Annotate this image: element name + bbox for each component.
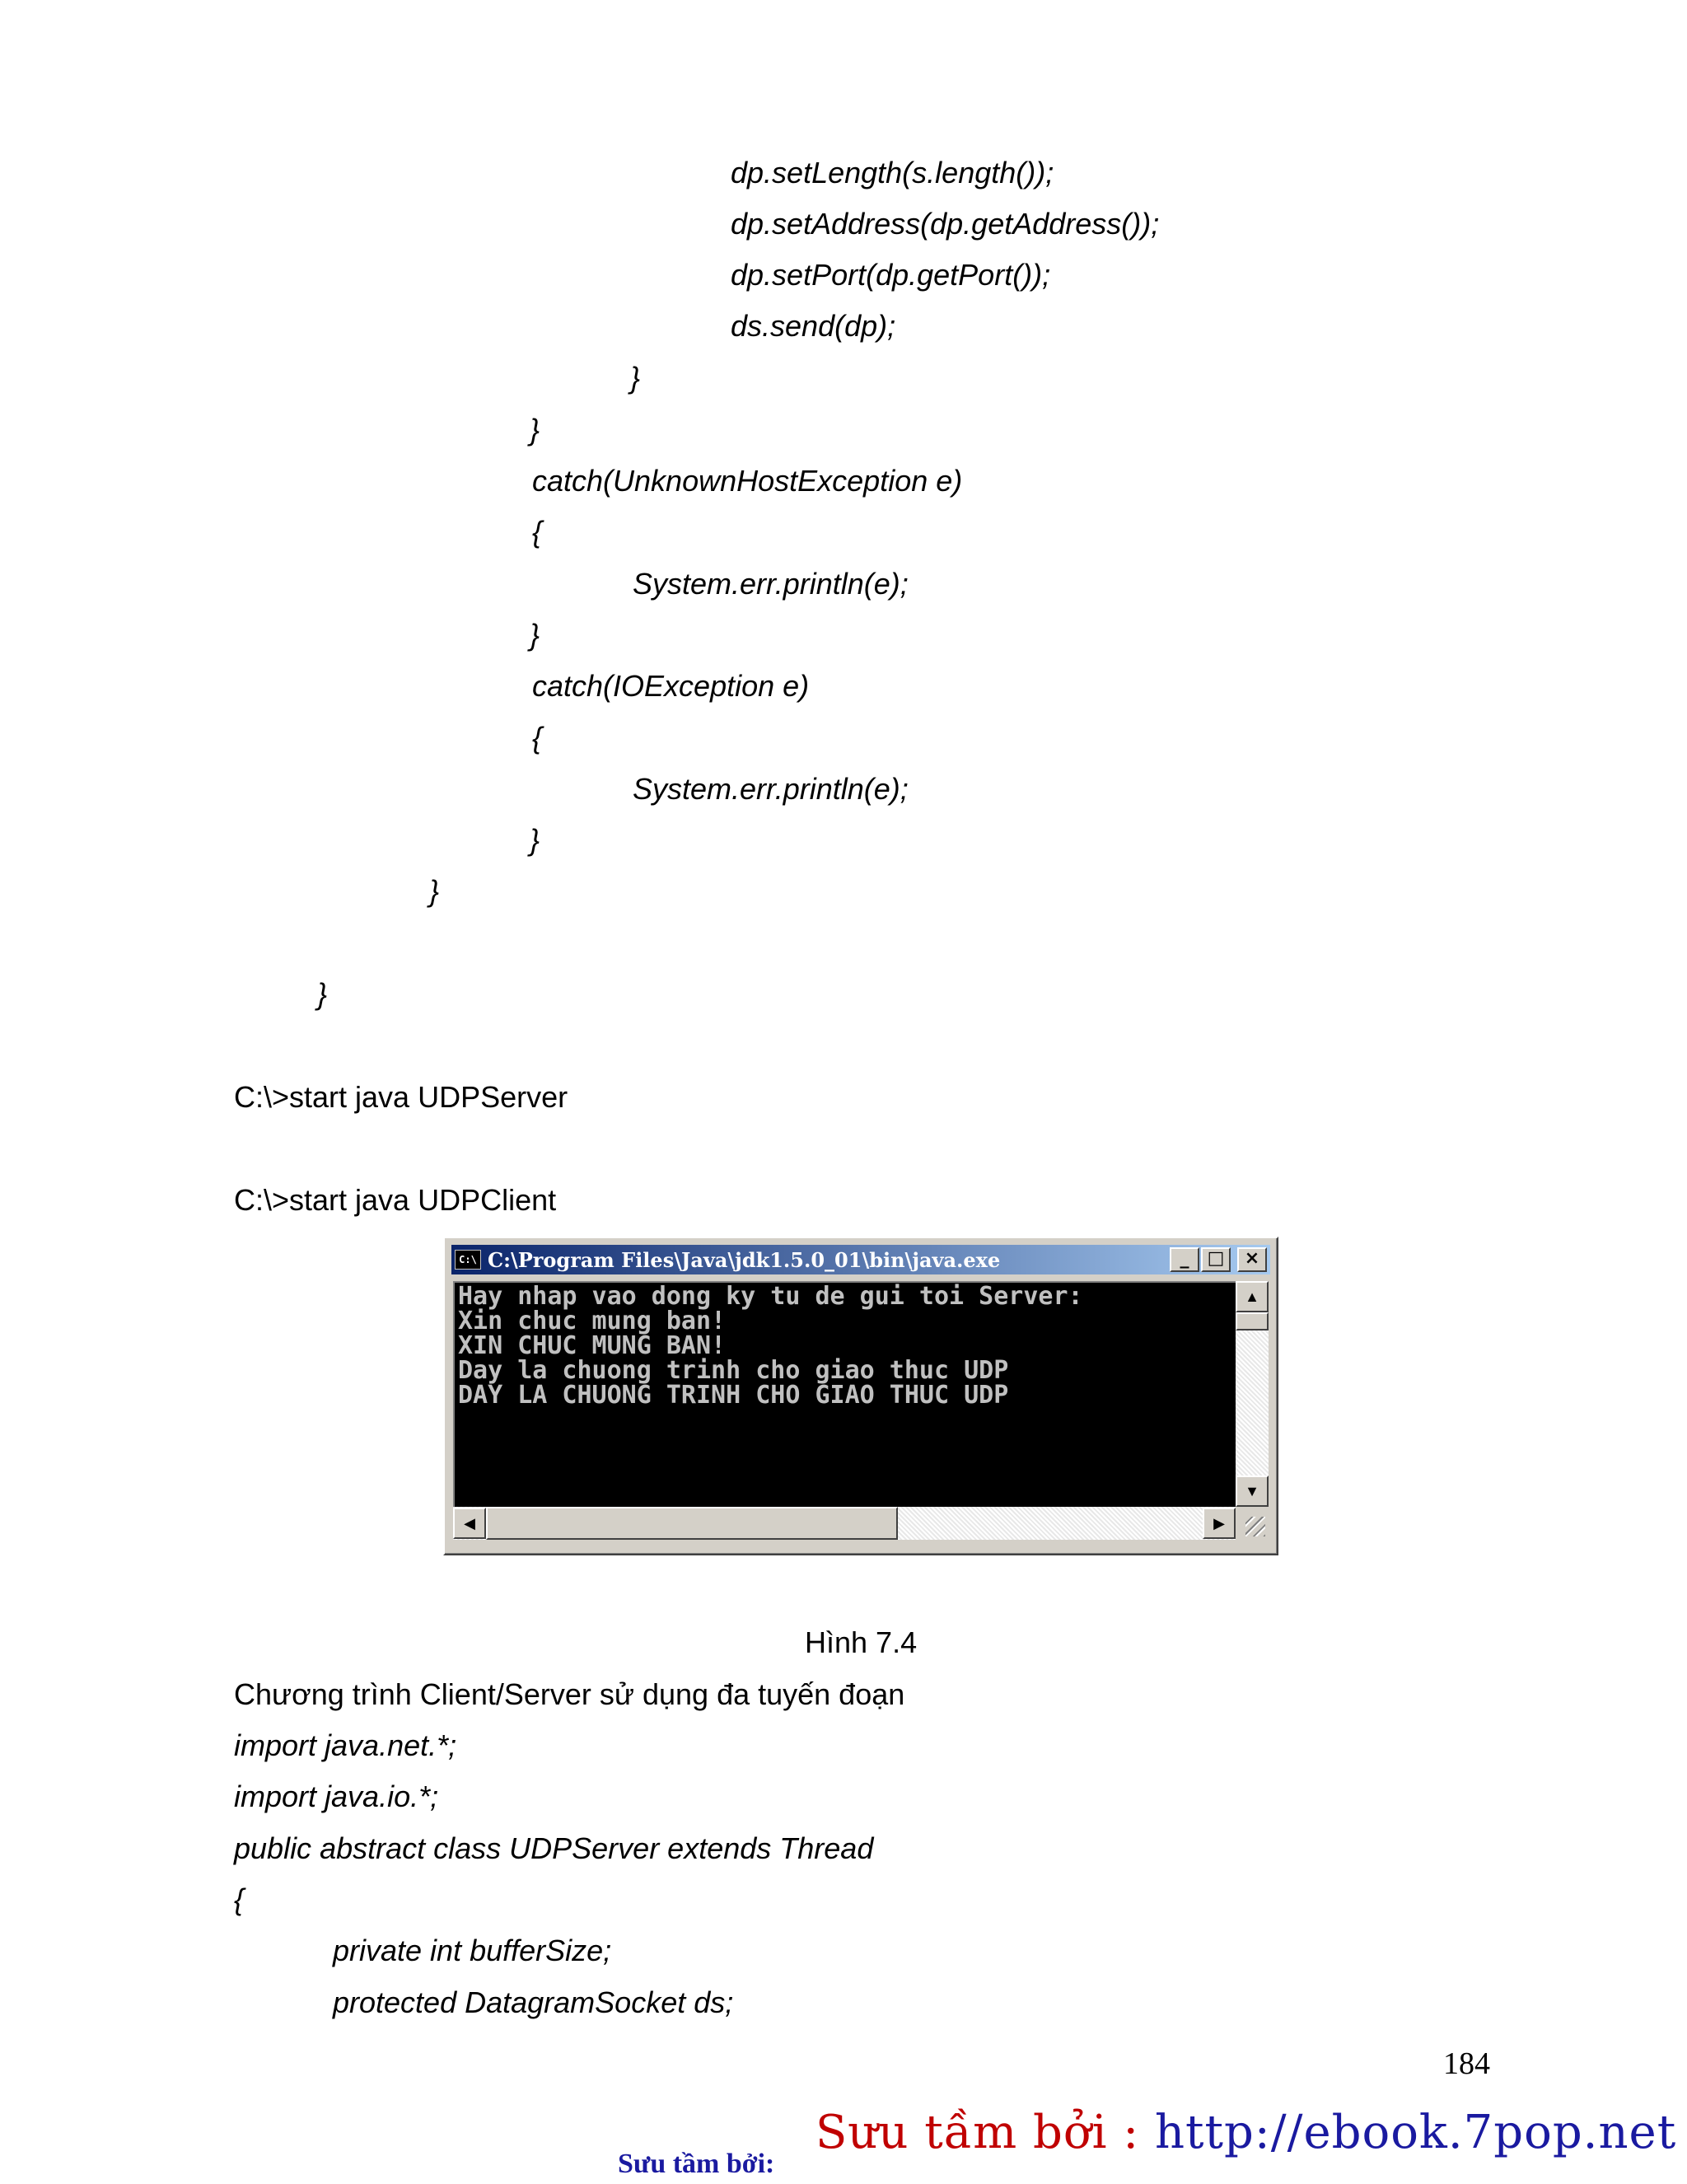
code-line: {: [234, 1882, 245, 1916]
figure-caption: Hình 7.4: [805, 1625, 918, 1659]
vertical-scroll-thumb[interactable]: [1236, 1312, 1269, 1331]
console-window: [443, 1237, 1278, 1555]
code-line: catch(IOException e): [532, 669, 810, 703]
console-output: [453, 1281, 1236, 1507]
code-line: ds.send(dp);: [731, 309, 896, 343]
code-line: protected DatagramSocket ds;: [333, 1985, 734, 2019]
code-line: dp.setAddress(dp.getAddress());: [731, 207, 1160, 241]
console-line: Hay nhap vao dong ky tu de gui toi Server:: [458, 1282, 1083, 1311]
code-line: {: [532, 721, 543, 755]
console-title: C:\Program Files\Java\jdk1.5.0_01\bin\java.exe: [488, 1247, 1001, 1272]
console-line: Day la chuong trinh cho giao thuc UDP: [458, 1356, 1009, 1385]
console-line: DAY LA CHUONG TRINH CHO GIAO THUC UDP: [458, 1381, 1009, 1410]
scroll-up-icon[interactable]: ▲: [1236, 1281, 1269, 1312]
horizontal-scroll-thumb[interactable]: [486, 1507, 898, 1540]
scroll-left-icon[interactable]: ◀: [453, 1508, 486, 1539]
code-line: public abstract class UDPServer extends Thread: [234, 1831, 874, 1865]
code-line: }: [530, 618, 540, 652]
console-line: Xin chuc mung ban!: [458, 1307, 727, 1335]
command-line: C:\>start java UDPClient: [234, 1183, 557, 1217]
code-line: private int bufferSize;: [333, 1934, 612, 1967]
minimize-icon[interactable]: _: [1170, 1247, 1199, 1272]
horizontal-scrollbar[interactable]: [453, 1507, 1236, 1540]
footer-credit-url[interactable]: http://ebook.7pop.net: [1154, 2106, 1677, 2159]
code-line: }: [530, 413, 540, 447]
resize-grip-icon[interactable]: [1236, 1507, 1269, 1540]
code-line: catch(UnknownHostException e): [532, 464, 963, 498]
console-app-icon: C:\: [455, 1250, 481, 1270]
code-line: import java.io.*;: [234, 1779, 439, 1813]
console-title-bar[interactable]: [451, 1245, 1270, 1274]
scroll-right-icon[interactable]: ▶: [1203, 1508, 1236, 1539]
code-line: }: [317, 977, 328, 1011]
code-line: }: [429, 874, 440, 908]
close-icon[interactable]: ×: [1237, 1247, 1267, 1272]
maximize-icon[interactable]: □: [1201, 1247, 1231, 1272]
vertical-scrollbar[interactable]: [1236, 1281, 1269, 1507]
code-line: System.err.println(e);: [633, 567, 909, 601]
footer-credit: [815, 2106, 1676, 2159]
code-line: System.err.println(e);: [633, 772, 909, 806]
code-line: dp.setLength(s.length());: [731, 156, 1054, 189]
page-number: 184: [1443, 2046, 1490, 2081]
code-line: import java.net.*;: [234, 1728, 457, 1762]
scroll-down-icon[interactable]: ▼: [1236, 1475, 1269, 1507]
footer-credit-prefix: Sưu tầm bởi :: [815, 2106, 1155, 2159]
command-line: C:\>start java UDPServer: [234, 1080, 568, 1114]
code-line: }: [630, 361, 641, 395]
code-line: }: [530, 823, 540, 857]
code-line: dp.setPort(dp.getPort());: [731, 258, 1051, 292]
footer-label: Sưu tầm bởi:: [618, 2149, 775, 2179]
console-line: XIN CHUC MUNG BAN!: [458, 1331, 727, 1360]
code-line: {: [532, 515, 543, 549]
section-heading: Chương trình Client/Server sử dụng đa tuyến đoạn: [234, 1677, 905, 1711]
